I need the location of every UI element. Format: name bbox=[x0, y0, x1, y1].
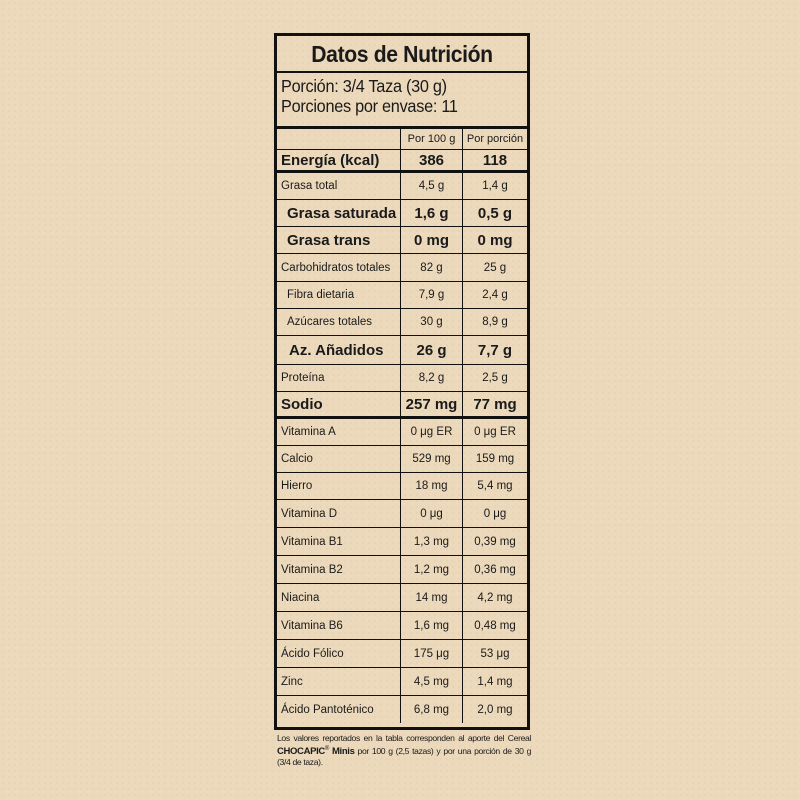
vitamin-row-b6: Vitamina B6 1,6 mg 0,48 mg bbox=[277, 612, 527, 640]
vitamin-row-b1: Vitamina B1 1,3 mg 0,39 mg bbox=[277, 528, 527, 556]
vitamin-row-iron: Hierro 18 mg 5,4 mg bbox=[277, 473, 527, 500]
vitamin-row-calcium: Calcio 529 mg 159 mg bbox=[277, 446, 527, 473]
nutrient-row-protein: Proteína 8,2 g 2,5 g bbox=[277, 365, 527, 392]
serving-info bbox=[281, 76, 458, 116]
vitamin-row-zinc: Zinc 4,5 mg 1,4 mg bbox=[277, 668, 527, 696]
label-title: Datos de Nutrición bbox=[311, 41, 493, 67]
energy-per100: 386 bbox=[400, 150, 463, 170]
nutrient-row-sugars: Azúcares totales 30 g 8,9 g bbox=[277, 309, 527, 336]
footnote: Los valores reportados en la tabla corresponden al aporte del Cereal CHOCAPIC® Minis por 100 g (2,5 tazas) y por una porción de 30 g (3/4 de taza). bbox=[277, 733, 532, 767]
energy-row bbox=[277, 150, 527, 173]
servings-per-pack: Porciones por envase: 11 bbox=[281, 96, 458, 116]
col-per100: Por 100 g bbox=[400, 129, 463, 149]
nutrition-table bbox=[277, 129, 527, 723]
vitamin-row-b2: Vitamina B2 1,2 mg 0,36 mg bbox=[277, 556, 527, 584]
registered-mark: ® bbox=[324, 746, 329, 752]
energy-label: Energía (kcal) bbox=[281, 151, 380, 169]
vitamin-row-a: Vitamina A 0 μg ER 0 μg ER bbox=[277, 419, 527, 446]
vitamin-row-folic-acid: Ácido Fólico 175 μg 53 μg bbox=[277, 640, 527, 668]
nutrition-facts-panel bbox=[274, 33, 530, 730]
nutrient-row-sodium: Sodio 257 mg 77 mg bbox=[277, 392, 527, 419]
nutrient-row-fat: Grasa total 4,5 g 1,4 g bbox=[277, 173, 527, 200]
vitamin-row-pantothenic: Ácido Pantoténico 6,8 mg 2,0 mg bbox=[277, 696, 527, 723]
nutrient-row-fiber: Fibra dietaria 7,9 g 2,4 g bbox=[277, 282, 527, 309]
energy-perserving: 118 bbox=[482, 151, 508, 169]
serving-size: Porción: 3/4 Taza (30 g) bbox=[281, 76, 447, 96]
col-perserving: Por porción bbox=[466, 133, 524, 145]
nutrient-row-trans: Grasa trans 0 mg 0 mg bbox=[277, 227, 527, 254]
vitamin-row-niacin: Niacina 14 mg 4,2 mg bbox=[277, 584, 527, 612]
nutrient-row-carbs: Carbohidratos totales 82 g 25 g bbox=[277, 254, 527, 282]
title-divider bbox=[277, 71, 527, 73]
brand-name: CHOCAPIC bbox=[277, 745, 325, 757]
vitamin-row-d: Vitamina D 0 μg 0 μg bbox=[277, 500, 527, 528]
nutrient-row-added-sugars: Az. Añadidos 26 g 7,7 g bbox=[277, 336, 527, 365]
label-header bbox=[277, 36, 527, 129]
product-name: Minis bbox=[331, 745, 355, 757]
column-header-row bbox=[277, 129, 527, 150]
nutrient-row-saturated: Grasa saturada 1,6 g 0,5 g bbox=[277, 200, 527, 227]
